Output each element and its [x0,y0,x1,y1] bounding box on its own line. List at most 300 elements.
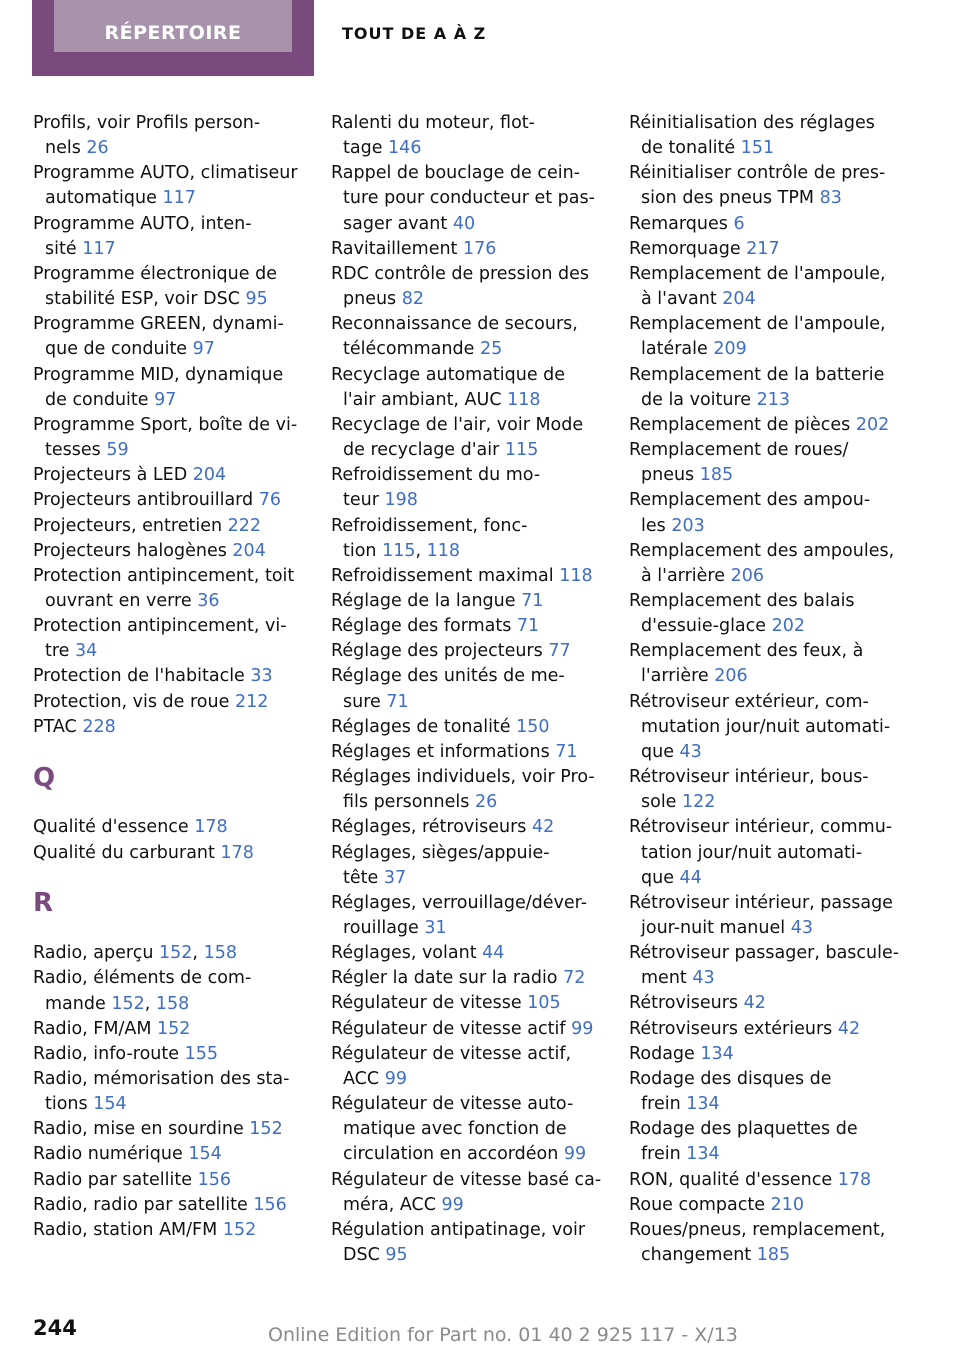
index-entry-text: Protection, vis de roue [33,691,230,712]
index-entry-text: les [641,515,666,536]
index-entry-text: sole [641,792,677,813]
index-entry-text: Radio, info-route [33,1043,179,1064]
page-reference-link[interactable]: 33 [250,666,273,687]
index-entry [33,1017,308,1042]
index-entry-text: Réinitialiser contrôle de pres- [629,163,886,184]
index-entry: Refroidissement, fonc- tion 115, 118 [331,515,528,561]
index-entry-text: ACC [343,1068,380,1089]
page-reference-link[interactable]: 99 [571,1018,594,1039]
page-number: 244 [33,1316,77,1340]
index-entry [331,589,606,614]
index-entry [33,1042,308,1067]
index-entry [33,539,308,564]
index-entry-text: l'air ambiant, AUC [343,389,502,410]
index-entry-text: Remplacement des ampoules, [629,540,895,561]
index-entry-text: Protection antipincement, toit [33,565,295,586]
page-reference-link[interactable]: 99 [441,1194,464,1215]
index-entry-text: Programme AUTO, inten- [33,213,252,234]
edition-footer: Online Edition for Part no. 01 40 2 925 117 - X/13 [268,1324,738,1346]
index-entry [629,690,919,765]
index-entry-text: Rodage des disques de [629,1068,832,1089]
page-reference-link[interactable]: 117 [162,188,196,209]
page-reference-link[interactable]: 185 [699,465,734,486]
index-entry-text: de conduite [45,389,149,410]
index-entry [331,991,606,1016]
index-entry-text: Régulateur de vitesse basé ca- [331,1169,602,1190]
page-reference-link[interactable]: 40 [452,213,476,234]
index-entry [331,966,606,991]
index-entry [331,463,606,513]
index-entry-text: automatique [45,188,157,209]
section-tab-label: RÉPERTOIRE [54,0,292,52]
index-entry [33,488,308,513]
index-entry [33,413,308,463]
index-entry [331,262,606,312]
page-reference-link[interactable]: 202 [771,616,806,637]
index-entry-text: de la voiture [641,389,752,410]
index-entry-text: Remplacement de roues/ [629,440,849,461]
index-entry-text: nels [45,138,81,159]
index-entry [331,1218,606,1268]
index-entry-text: télécommande [343,339,475,360]
index-entry [33,564,308,614]
index-entry-text: sité [45,238,77,259]
page-reference-link[interactable]: 152 [111,993,145,1014]
index-entry-text: pneus [343,289,397,310]
index-entry-text: DSC [343,1245,380,1266]
index-entry: Radio, aperçu 152, 158 [33,943,237,964]
index-entry-text: stabilité ESP, voir DSC [45,289,240,310]
index-entry [629,1042,919,1067]
index-entry-text: Remarques [629,213,728,234]
index-entry [33,1142,308,1167]
index-entry-text: Rétroviseur intérieur, commu- [629,817,893,838]
index-entry [331,564,606,589]
index-entry-text: RON, qualité d'essence [629,1169,833,1190]
index-entry-text: que de conduite [45,339,188,360]
index-entry-text: Rodage des plaquettes de [629,1119,858,1140]
index-entry-text: Programme MID, dynamique [33,364,284,385]
page-reference-link[interactable]: 76 [258,490,282,511]
index-entry-text: Radio par satellite [33,1169,193,1190]
page-reference-link[interactable]: 6 [733,213,745,234]
index-entry-text: Ravitaillement [331,238,458,259]
index-entry-text: d'essuie-glace [641,616,767,637]
page-reference-link[interactable]: 152 [159,943,193,964]
index-entry-text: Protection antipincement, vi- [33,616,287,637]
index-entry-text: Roue compacte [629,1194,765,1215]
index-entry-text: tage [343,138,383,159]
index-entry-text: Remplacement des balais [629,590,855,611]
index-entry-text: Régulateur de vitesse auto- [331,1094,574,1115]
index-entry [629,815,919,890]
index-entry-text: Réglage des unités de me- [331,666,565,687]
index-entry-text: sion des pneus TPM [641,188,814,209]
page-reference-link[interactable]: 43 [790,918,813,938]
index-column-2 [331,111,606,1268]
page-reference-link[interactable]: 217 [746,238,780,259]
index-entry-text: Rétroviseur intérieur, bous- [629,767,869,788]
page-reference-link[interactable]: 156 [253,1194,287,1215]
index-entry [331,740,606,765]
section-title: TOUT DE A À Z [342,24,487,43]
index-entry [33,815,308,840]
page-reference-link[interactable]: 97 [154,389,177,410]
index-entry [331,161,606,236]
page-reference-link[interactable]: 72 [563,968,586,989]
index-entry-text: Remplacement de l'ampoule, [629,314,886,335]
index-entry-text: frein [641,1144,681,1165]
page-reference-link[interactable]: 158 [155,993,190,1014]
page-reference-link[interactable]: 178 [220,842,254,863]
index-entry-text: l'arrière [641,666,709,687]
index-entry [629,941,919,991]
index-entry-text: que [641,741,674,762]
page-reference-link[interactable]: 146 [388,138,422,159]
index-entry-text: Refroidissement du mo- [331,465,541,486]
index-entry [629,363,919,413]
index-entry-text: Projecteurs à LED [33,465,188,486]
index-entry: Radio, éléments de com- mande 152, 158 [33,968,252,1014]
index-entry [629,237,919,262]
page-reference-link[interactable]: 71 [516,616,540,637]
index-entry [629,1193,919,1218]
index-entry [331,891,606,941]
index-entry-text: ouvrant en verre [45,590,192,611]
index-entry [33,664,308,689]
page-reference-link[interactable]: 198 [384,490,418,511]
index-entry [629,1117,919,1167]
page-reference-link[interactable]: 71 [555,741,578,762]
index-entry-text: Rétroviseurs [629,993,739,1014]
page-reference-link[interactable]: 77 [548,641,571,662]
index-entry [629,212,919,237]
index-entry-text: PTAC [33,716,77,737]
page-reference-link[interactable]: 36 [197,590,220,611]
index-entry-text: Réglage de la langue [331,590,516,611]
index-entry-text: Radio, FM/AM [33,1018,152,1039]
index-entry-text: Refroidissement maximal [331,565,554,586]
index-entry-text: Radio, mémorisation des sta- [33,1068,290,1089]
index-entry [331,1168,606,1218]
index-entry-text: Radio, mise en sourdine [33,1119,244,1140]
page-reference-link[interactable]: 134 [700,1043,734,1064]
index-entry-text: Protection de l'habitacle [33,666,245,687]
index-column-3 [629,111,919,1268]
section-tab[interactable] [32,0,314,76]
index-entry [33,690,308,715]
index-entry [33,614,308,664]
index-entry-text: Radio, radio par satellite [33,1194,248,1215]
index-entry [331,1042,606,1092]
page-reference-link[interactable]: 44 [482,943,505,964]
index-entry [629,891,919,941]
index-entry-text: Remorquage [629,238,741,259]
index-entry [33,212,308,262]
index-entry-text: Profils, voir Profils person- [33,113,261,133]
index-entry-text: tesses [45,440,101,461]
page-reference-link[interactable]: 158 [203,943,237,964]
index-entry [331,1092,606,1167]
index-entry-text: Rétroviseur intérieur, passage [629,892,893,913]
page-reference-link[interactable]: 31 [424,918,447,938]
index-entry-text: Refroidissement, fonc- [331,515,528,536]
page-reference-link[interactable]: 209 [713,339,747,360]
page-reference-link[interactable]: 42 [532,817,555,838]
index-entry-text: Qualité d'essence [33,817,189,838]
index-entry-text: Réglage des projecteurs [331,641,543,662]
index-entry-text: jour-nuit manuel [641,918,786,938]
index-entry-text: fils personnels [343,792,470,813]
index-entry-text: tête [343,867,379,888]
page-reference-link[interactable]: 59 [106,440,129,461]
index-entry-text: Régler la date sur la radio [331,968,558,989]
index-entry-text: Radio, éléments de com- [33,968,252,989]
index-entry [629,639,919,689]
page-reference-link[interactable]: 152 [222,1219,257,1240]
page-reference-link[interactable]: 71 [386,691,409,712]
page-reference-link[interactable]: 185 [756,1245,791,1266]
index-entry-text: Recyclage de l'air, voir Mode [331,414,584,435]
index-entry-text: tre [45,641,70,662]
page-reference-link[interactable]: 213 [756,389,791,410]
page-reference-link[interactable]: 26 [86,138,109,159]
page-reference-link[interactable]: 204 [192,465,227,486]
page-reference-link[interactable]: 83 [819,188,842,209]
page-reference-link[interactable]: 152 [249,1119,283,1140]
index-entry-text: Réglages et informations [331,741,550,762]
index-entry [33,463,308,488]
page-reference-link[interactable]: 134 [686,1094,720,1115]
index-entry-text: Projecteurs, entretien [33,515,223,536]
page-reference-link[interactable]: 95 [385,1245,408,1266]
page-reference-link[interactable]: 118 [426,540,461,561]
index-entry [33,363,308,413]
page-reference-link[interactable]: 204 [232,540,266,561]
index-entry-text: Rétroviseur passager, bascule- [629,943,900,964]
index-entry-text: Remplacement de l'ampoule, [629,263,886,284]
index-entry-text: sure [343,691,381,712]
page-reference-link[interactable]: 154 [93,1094,127,1115]
index-entry-text: Programme AUTO, climatiseur [33,163,298,184]
page-reference-link[interactable]: 34 [75,641,98,662]
index-entry [629,438,919,488]
index-entry [331,664,606,714]
index-entry-text: de recyclage d'air [343,440,500,461]
page-reference-link[interactable]: 202 [855,414,890,435]
index-entry-text: Reconnaissance de secours, [331,314,578,335]
page-reference-link[interactable]: 210 [770,1194,804,1215]
index-entry [629,1017,919,1042]
page-reference-link[interactable]: 99 [384,1068,407,1089]
page-reference-link[interactable]: 115 [504,440,539,461]
index-entry-text: tions [45,1094,88,1115]
index-entry-text: Régulation antipatinage, voir [331,1219,586,1240]
index-entry-text: Radio, aperçu [33,943,154,964]
page-reference-link[interactable]: 99 [563,1144,587,1165]
index-entry [331,941,606,966]
index-entry-text: Remplacement des feux, à [629,641,864,662]
page-reference-link[interactable]: 178 [837,1169,872,1190]
index-entry [33,1117,308,1142]
page-reference-link[interactable]: 25 [479,339,503,360]
page-reference-link[interactable]: 152 [157,1018,191,1039]
page-reference-link[interactable]: 178 [194,817,228,838]
index-entry [33,514,308,539]
index-entry [629,1168,919,1193]
index-entry [33,1193,308,1218]
index-entry [629,111,919,161]
page-reference-link[interactable]: 118 [507,389,541,410]
page-reference-link[interactable]: 206 [730,565,764,586]
page-reference-link[interactable]: 212 [234,691,269,712]
index-entry [33,1067,308,1117]
index-entry [629,1218,919,1268]
index-entry-text: changement [641,1245,752,1266]
index-entry-text: Régulateur de vitesse actif [331,1018,566,1039]
index-entry [331,715,606,740]
index-entry [33,111,308,161]
index-entry-text: méra, ACC [343,1194,436,1215]
page-reference-link[interactable]: 156 [197,1169,231,1190]
index-entry [331,363,606,413]
index-entry-text: sager avant [343,213,448,234]
index-entry-text: Régulateur de vitesse [331,993,522,1014]
index-entry-text: mutation jour/nuit automati- [641,716,891,737]
page-reference-link[interactable]: 118 [559,565,593,586]
index-entry-text: tation jour/nuit automati- [641,842,863,863]
page-reference-link[interactable]: 228 [82,716,116,737]
page-reference-link[interactable]: 222 [227,515,262,536]
index-entry-text: ment [641,968,687,989]
index-entry-text: Réglages, rétroviseurs [331,817,527,838]
page-reference-link[interactable]: 117 [82,238,116,259]
index-entry [629,1067,919,1117]
index-entry [629,413,919,438]
page-reference-link[interactable]: 151 [740,138,775,159]
index-entry-text: rouillage [343,918,419,938]
index-letter-heading: R [33,888,54,919]
index-entry-text: RDC contrôle de pression des [331,263,589,284]
index-entry-text: Qualité du carburant [33,842,215,863]
index-entry-text: Programme électronique de [33,263,277,284]
index-entry-text: Programme Sport, boîte de vi- [33,414,298,435]
index-entry-text: frein [641,1094,681,1115]
index-entry-text: à l'arrière [641,565,725,586]
index-entry [629,991,919,1016]
index-entry-text: Remplacement des ampou- [629,490,871,511]
index-entry [331,237,606,262]
index-entry [33,312,308,362]
index-entry-text: teur [343,490,379,511]
page-reference-link[interactable]: 44 [679,867,702,888]
index-entry-text: Programme GREEN, dynami- [33,314,284,335]
page-reference-link[interactable]: 204 [722,289,756,310]
page-reference-link[interactable]: 43 [692,968,715,989]
index-entry-text: Radio, station AM/FM [33,1219,218,1240]
index-entry-text: tion [343,540,377,561]
page-reference-link[interactable]: 42 [743,993,766,1014]
index-entry [331,815,606,840]
index-entry-text: Remplacement de pièces [629,414,851,435]
index-entry [629,589,919,639]
index-entry-text: de tonalité [641,138,736,159]
index-entry-text: Réglages individuels, voir Pro- [331,767,595,788]
index-entry [331,614,606,639]
index-letter-heading: Q [33,762,56,793]
page-reference-link[interactable]: 26 [474,792,498,813]
page-reference-link[interactable]: 176 [463,238,497,259]
index-entry [331,1017,606,1042]
page-reference-link[interactable]: 154 [188,1144,222,1165]
page-reference-link[interactable]: 206 [714,666,748,687]
index-entry [629,312,919,362]
page-reference-link[interactable]: 122 [682,792,716,813]
index-entry-text: Rodage [629,1043,695,1064]
index-entry-text: Recyclage automatique de [331,364,566,385]
index-entry [331,841,606,891]
index-entry-text: à l'avant [641,289,717,310]
index-entry [629,765,919,815]
index-entry-text: Radio numérique [33,1144,183,1165]
page-reference-link[interactable]: 134 [686,1144,720,1165]
index-entry-text: Régulateur de vitesse actif, [331,1043,572,1064]
page-reference-link[interactable]: 203 [671,515,705,536]
index-entry-text: Réglage des formats [331,616,512,637]
page-reference-link[interactable]: 42 [837,1018,861,1039]
index-entry-text: mande [45,993,106,1014]
page-reference-link[interactable]: 150 [516,716,550,737]
index-entry [33,1218,308,1243]
page-reference-link[interactable]: 37 [383,867,407,888]
index-entry-text: ture pour conducteur et pas- [343,188,595,209]
page-reference-link[interactable]: 115 [382,540,416,561]
page-reference-link[interactable]: 95 [245,289,268,310]
page-reference-link[interactable]: 105 [527,993,561,1014]
index-entry-text: Rétroviseur extérieur, com- [629,691,869,712]
page-reference-link[interactable]: 155 [184,1043,218,1064]
index-entry [331,413,606,463]
page-reference-link[interactable]: 82 [401,289,425,310]
index-column-1 [33,111,308,1243]
index-entry-text: circulation en accordéon [343,1144,559,1165]
index-entry [331,639,606,664]
page-reference-link[interactable]: 97 [192,339,215,360]
index-entry-text: latérale [641,339,708,360]
page-reference-link[interactable]: 43 [679,741,702,762]
page-reference-link[interactable]: 71 [521,590,544,611]
index-entry [629,161,919,211]
index-entry-text: Réglages de tonalité [331,716,511,737]
index-entry-text: Remplacement de la batterie [629,364,885,385]
index-entry [629,539,919,589]
index-entry [33,841,308,866]
index-entry [331,765,606,815]
index-entry [33,161,308,211]
index-entry-text: matique avec fonction de [343,1119,567,1140]
index-entry-text: Projecteurs halogènes [33,540,227,561]
index-entry [629,488,919,538]
index-entry-text: Rétroviseurs extérieurs [629,1018,833,1039]
index-entry-text: que [641,867,674,888]
index-entry-text: Réinitialisation des réglages [629,113,875,133]
index-entry-text: Réglages, volant [331,943,477,964]
index-entry [331,111,606,161]
index-entry [33,1168,308,1193]
index-entry [331,312,606,362]
index-entry-text: Ralenti du moteur, flot- [331,113,535,133]
index-entry-text: Projecteurs antibrouillard [33,490,254,511]
